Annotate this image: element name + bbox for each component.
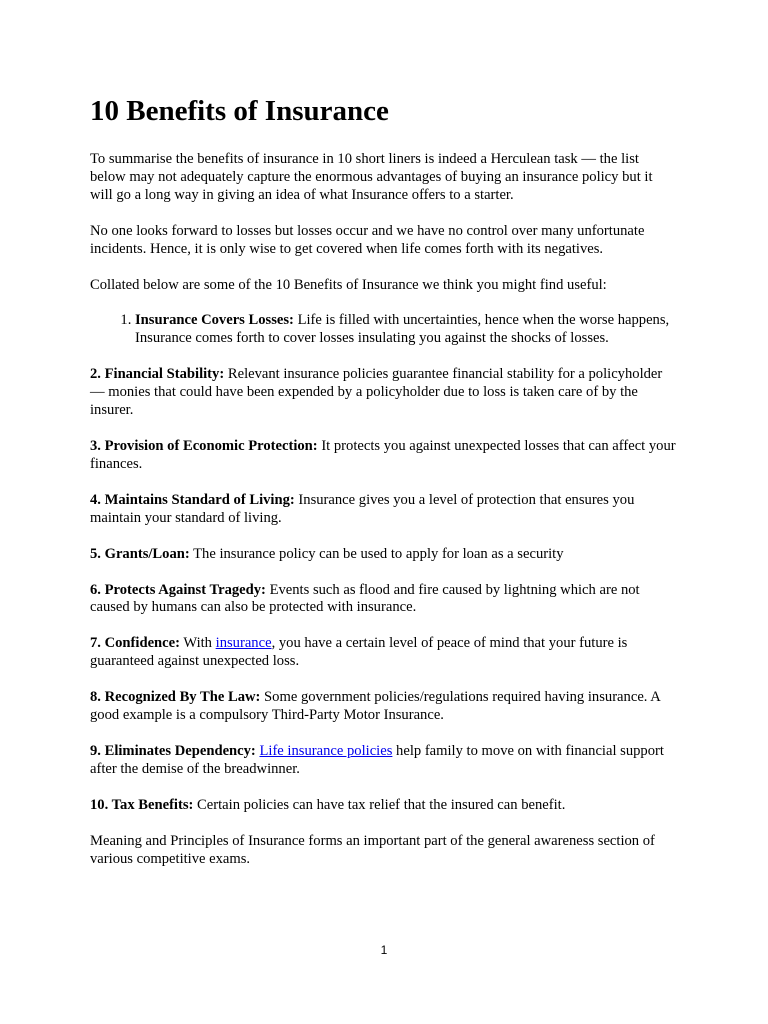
benefit-text: The insurance policy can be used to apply for loan as a security [189,545,564,562]
benefit-text-after-link: help family to move on with financial support after the demise of the breadwinner. [90,742,664,777]
benefit-item-5 [90,546,678,564]
benefit-heading: 9. Eliminates Dependency: [90,742,256,759]
benefit-item-9 [90,743,678,779]
benefit-text-before-link: With [180,635,216,652]
benefit-heading: 5. Grants/Loan: [90,545,190,562]
benefit-text: It protects you against unexpected losses that can affect your finances. [90,437,676,472]
benefit-heading: 8. Recognized By The Law: [90,689,261,706]
life-insurance-policies-link[interactable]: Life insurance policies [259,742,393,759]
benefit-item-3 [90,438,678,474]
benefit-text: Certain policies can have tax relief that the insured can benefit. [193,796,566,813]
insurance-link[interactable]: insurance [215,635,272,652]
benefit-text: Relevant insurance policies guarantee financial stability for a policyholder — monies that could have been expended by a policyholder due to loss is taken care of by the insurer. [90,366,663,419]
benefit-item-10 [90,797,678,815]
benefit-item-7 [90,635,678,671]
page-number: 1 [380,943,388,957]
benefit-heading: 4. Maintains Standard of Living: [90,491,295,508]
benefit-text: Insurance gives you a level of protection that ensures you maintain your standard of living. [90,491,635,526]
benefit-text: Events such as flood and fire caused by lightning which are not caused by humans can also be protected with insurance. [90,581,640,616]
intro-paragraph: Collated below are some of the 10 Benefits of Insurance we think you might find useful: [90,276,607,293]
benefit-heading: 10. Tax Benefits: [90,796,194,813]
benefit-heading: Insurance Covers Losses: [135,312,294,329]
benefit-text-after-link: , you have a certain level of peace of mind that your future is guaranteed against unexpected loss. [90,635,628,670]
benefit-heading: 6. Protects Against Tragedy: [90,581,266,598]
benefit-item-8 [90,689,678,725]
document-body [90,94,678,886]
intro-paragraph: No one looks forward to losses but losses occur and we have no control over many unfortunate incidents. Hence, it is only wise to get covered when life comes forth with its negatives. [90,222,645,257]
benefit-item-4 [90,492,678,528]
closing-paragraph: Meaning and Principles of Insurance forms an important part of the general awareness section of various competitive exams. [90,832,655,867]
benefits-list [90,312,678,348]
page-title: 10 Benefits of Insurance [90,95,389,127]
benefit-item-6 [90,582,678,618]
benefit-text: Life is filled with uncertainties, hence when the worse happens, Insurance comes forth to cover losses insulating you against the shocks of losses. [135,312,670,347]
benefit-item-1 [135,312,678,348]
benefit-heading: 2. Financial Stability: [90,366,225,383]
benefit-text: Some government policies/regulations required having insurance. A good example is a compulsory Third-Party Motor Insurance. [90,689,661,724]
benefit-heading: 3. Provision of Economic Protection: [90,437,318,454]
intro-paragraph: To summarise the benefits of insurance in 10 short liners is indeed a Herculean task — the list below may not adequately capture the enormous advantages of buying an insurance policy but it will go a long way in giving an idea of what Insurance offers to a starter. [90,151,653,203]
benefit-item-2 [90,366,678,420]
benefit-heading: 7. Confidence: [90,635,180,652]
